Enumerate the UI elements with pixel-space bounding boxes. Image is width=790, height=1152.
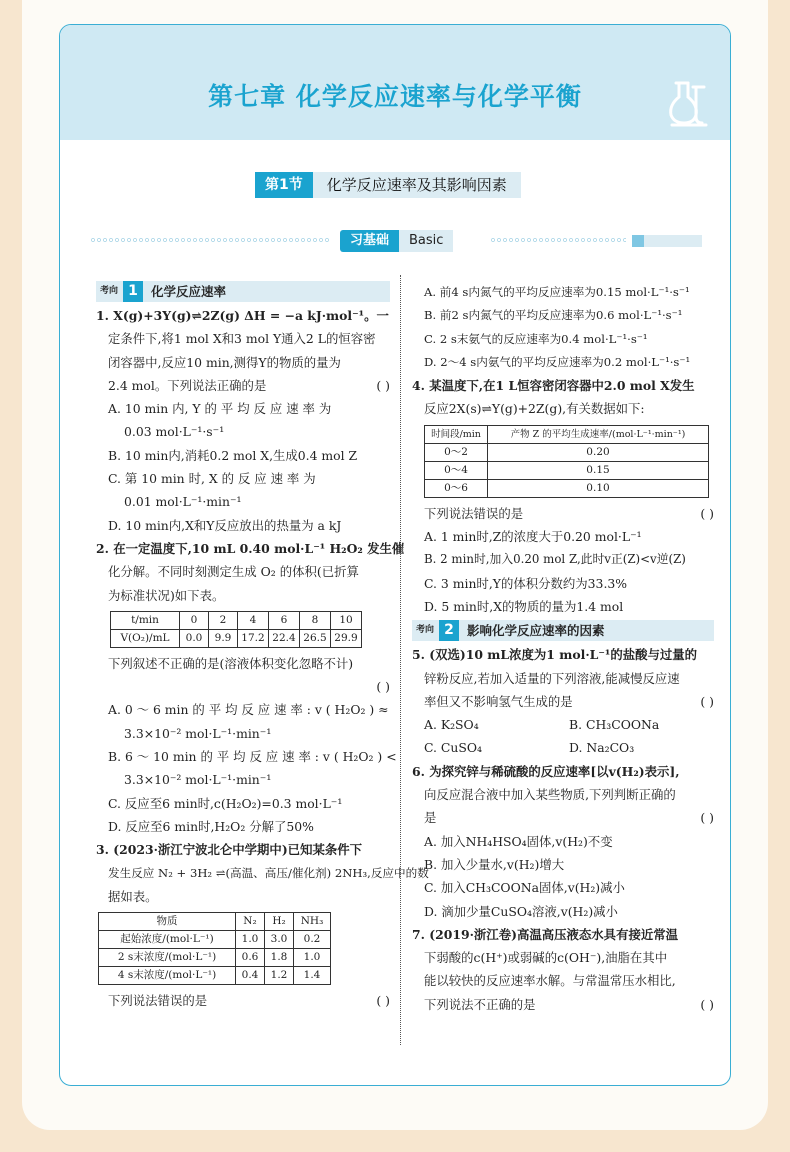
answer-blank: ( ): [376, 377, 390, 393]
q1-stem-text: 2.4 mol。下列说法正确的是: [108, 377, 267, 393]
q6-option-a: A. 加入NH₄HSO₄固体,v(H₂)不变: [424, 833, 613, 849]
q3-option-b: B. 前2 s内氮气的平均反应速率为0.6 mol·L⁻¹·s⁻¹: [424, 308, 683, 323]
q2-option-a-cont: 3.3×10⁻² mol·L⁻¹·min⁻¹: [124, 725, 272, 741]
q2-line: 化分解。不同时刻测定生成 O₂ 的体积(已折算: [108, 564, 359, 580]
q3-stem-text: 下列说法错误的是: [108, 993, 208, 1009]
table-cell: 3.0: [265, 931, 294, 949]
q4-option-c: C. 3 min时,Y的体积分数约为33.3%: [424, 575, 628, 591]
q1-option-a-cont: 0.03 mol·L⁻¹·s⁻¹: [124, 424, 225, 440]
table-cell: 0～6: [425, 479, 488, 497]
q3-line: 发生反应 N₂ + 3H₂ ⇌(高温、高压/催化剂) 2NH₃,反应中的数: [108, 865, 429, 880]
kaoxiang-label: 考向: [100, 285, 119, 296]
q4-option-b: B. 2 min时,加入0.20 mol Z,此时v正(Z)<v逆(Z): [424, 552, 686, 567]
q7-line: 7. (2019·浙江卷)高温高压液态水具有接近常温: [412, 926, 679, 942]
q3-option-d: D. 2～4 s内氨气的平均反应速率为0.2 mol·L⁻¹·s⁻¹: [424, 354, 691, 369]
table-cell: 0.15: [488, 461, 709, 479]
question-5: [412, 643, 714, 759]
chapter-banner: [60, 25, 730, 140]
q1-line: 1. X(g)+3Y(g)⇌2Z(g) ΔH = −a kJ·mol⁻¹。一: [96, 308, 389, 323]
section-title: 化学反应速率及其影响因素: [313, 172, 521, 198]
table-row: [99, 949, 331, 967]
q3-option-a: A. 前4 s内氮气的平均反应速率为0.15 mol·L⁻¹·s⁻¹: [424, 285, 690, 299]
question-1: [96, 304, 390, 537]
question-4: [412, 374, 714, 618]
answer-blank: ( ): [700, 996, 714, 1012]
kaoxiang-title: 影响化学反应速率的因素: [467, 623, 605, 639]
section-heading: [255, 172, 521, 198]
table-row: [425, 461, 709, 479]
q4-stem-end: [412, 502, 714, 525]
table-cell: 26.5: [300, 629, 331, 647]
q3-line: 据如表。: [108, 888, 158, 904]
q1-option-d: D. 10 min内,X和Y反应放出的热量为 a kJ: [108, 517, 342, 533]
table-header-row: [99, 913, 331, 931]
q4-line: 4. 某温度下,在1 L恒容密闭容器中2.0 mol X发生: [412, 378, 695, 394]
kaoxiang-title: 化学反应速率: [151, 283, 227, 299]
section-number: 第1节: [255, 172, 313, 198]
basic-tag-cn: 习基础: [340, 230, 399, 252]
q5-option-b: B. CH₃COONa: [569, 717, 660, 733]
table-cell: 17.2: [238, 629, 269, 647]
q5-options-row: [412, 736, 714, 759]
q6-option-b: B. 加入少量水,v(H₂)增大: [424, 856, 565, 872]
q4-line: 反应2X(s)⇌Y(g)+2Z(g),有关数据如下:: [424, 401, 645, 417]
q5-options-row: [412, 713, 714, 736]
table-cell: 1.8: [265, 949, 294, 967]
wavy-line-left: [90, 237, 330, 243]
answer-blank: ( ): [700, 810, 714, 826]
q5-option-c: C. CuSO₄: [424, 740, 482, 756]
chapter-title: 第七章 化学反应速率与化学平衡: [208, 82, 582, 111]
table-cell: 起始浓度/(mol·L⁻¹): [99, 931, 236, 949]
q5-stem-text: 率但又不影响氢气生成的是: [424, 693, 573, 709]
mini-tag-icon: [632, 235, 644, 247]
table-cell: 0: [180, 611, 209, 629]
table-cell: 0～2: [425, 443, 488, 461]
table-cell: 物质: [99, 913, 236, 931]
table-cell: N₂: [236, 913, 265, 931]
q6-line: 6. 为探究锌与稀硫酸的反应速率[以v(H₂)表示],: [412, 763, 680, 779]
q4-table: [424, 425, 709, 498]
q5-line: 锌粉反应,若加入适量的下列溶液,能减慢反应速: [424, 670, 680, 686]
table-cell: 产物 Z 的平均生成速率/(mol·L⁻¹·min⁻¹): [488, 425, 709, 443]
table-cell: 1.0: [236, 931, 265, 949]
kaoxiang-label: 考向: [416, 625, 435, 636]
table-header-row: [111, 611, 362, 629]
q3-option-c: C. 2 s末氨气的反应速率为0.4 mol·L⁻¹·s⁻¹: [424, 331, 648, 346]
table-cell: 4: [238, 611, 269, 629]
table-cell: 0.20: [488, 443, 709, 461]
q7-line: 能以较快的反应速率水解。与常温常压水相比,: [424, 973, 676, 989]
table-row: [99, 967, 331, 985]
kaoxiang-number: 1: [123, 281, 143, 302]
table-cell: 1.2: [265, 967, 294, 985]
basic-tag-en: Basic: [399, 230, 453, 252]
answer-blank: ( ): [700, 505, 714, 521]
q4-option-a: A. 1 min时,Z的浓度大于0.20 mol·L⁻¹: [424, 529, 642, 545]
table-cell: 1.0: [294, 949, 331, 967]
q2-option-d: D. 反应至6 min时,H₂O₂ 分解了50%: [108, 818, 314, 834]
q6-option-c: C. 加入CH₃COONa固体,v(H₂)减小: [424, 880, 625, 896]
q5-line: 5. (双选)10 mL浓度为1 mol·L⁻¹的盐酸与过量的: [412, 647, 698, 663]
table-cell: 0.0: [180, 629, 209, 647]
q2-line: 为标准状况)如下表。: [108, 587, 225, 603]
table-cell: 0.10: [488, 479, 709, 497]
table-cell: 1.4: [294, 967, 331, 985]
table-row: [111, 629, 362, 647]
table-cell: H₂: [265, 913, 294, 931]
basic-divider: [90, 230, 710, 252]
q1-line: 闭容器中,反应10 min,测得Y的物质的量为: [108, 354, 341, 370]
q6-stem-text: 是: [424, 810, 437, 826]
flask-icon: [666, 77, 710, 127]
q2-option-b-cont: 3.3×10⁻² mol·L⁻¹·min⁻¹: [124, 772, 272, 788]
q4-option-d: D. 5 min时,X的物质的量为1.4 mol: [424, 598, 624, 614]
table-cell: 2 s末浓度/(mol·L⁻¹): [99, 949, 236, 967]
table-cell: t/min: [111, 611, 180, 629]
table-cell: 29.9: [331, 629, 362, 647]
question-6: [412, 760, 714, 923]
kaoxiang-1-header: [96, 281, 390, 302]
q3-table: [98, 912, 331, 985]
table-cell: 时间段/min: [425, 425, 488, 443]
table-row: [99, 931, 331, 949]
table-cell: 0.2: [294, 931, 331, 949]
q1-option-a: A. 10 min 内, Y 的 平 均 反 应 速 率 为: [108, 401, 332, 417]
q5-option-d: D. Na₂CO₃: [569, 740, 635, 756]
q7-stem-end: [412, 993, 714, 1016]
table-cell: 2: [209, 611, 238, 629]
question-3: [96, 838, 429, 1012]
table-cell: 10: [331, 611, 362, 629]
q2-option-c: C. 反应至6 min时,c(H₂O₂)=0.3 mol·L⁻¹: [108, 795, 343, 811]
question-2: [96, 537, 405, 838]
left-column: [96, 281, 429, 1012]
table-header-row: [425, 425, 709, 443]
answer-blank: ( ): [376, 993, 390, 1009]
q6-line: 向反应混合液中加入某些物质,下列判断正确的: [424, 787, 676, 803]
question-3-options: [412, 281, 714, 374]
q1-option-b: B. 10 min内,消耗0.2 mol X,生成0.4 mol Z: [108, 447, 358, 463]
q6-stem-end: [412, 806, 714, 829]
q2-option-b: B. 6 ～ 10 min 的 平 均 反 应 速 率 : v ( H₂O₂ ) <: [108, 749, 397, 765]
q5-stem-end: [412, 690, 714, 713]
q5-option-a: A. K₂SO₄: [424, 717, 479, 733]
kaoxiang-2-header: [412, 620, 714, 641]
table-cell: 6: [269, 611, 300, 629]
q6-option-d: D. 滴加少量CuSO₄溶液,v(H₂)减小: [424, 903, 618, 919]
table-cell: 0.6: [236, 949, 265, 967]
table-cell: 0.4: [236, 967, 265, 985]
q1-stem-end: [96, 374, 390, 397]
q1-line: 定条件下,将1 mol X和3 mol Y通入2 L的恒容密: [108, 331, 376, 347]
q7-stem-text: 下列说法不正确的是: [424, 996, 536, 1012]
table-cell: 8: [300, 611, 331, 629]
q2-option-a: A. 0 ～ 6 min 的 平 均 反 应 速 率 : v ( H₂O₂ ) ≈: [108, 702, 389, 718]
q2-stem: 下列叙述不正确的是(溶液体积变化忽略不计): [108, 655, 354, 671]
kaoxiang-number: 2: [439, 620, 459, 641]
q2-line: 2. 在一定温度下,10 mL 0.40 mol·L⁻¹ H₂O₂ 发生催: [96, 540, 405, 556]
q3-stem-end: [96, 989, 390, 1012]
column-divider: [400, 275, 401, 1045]
question-7: [412, 923, 714, 1016]
basic-tag: [340, 230, 453, 252]
table-cell: 0～4: [425, 461, 488, 479]
q1-option-c: C. 第 10 min 时, X 的 反 应 速 率 为: [108, 471, 316, 487]
table-cell: 4 s末浓度/(mol·L⁻¹): [99, 967, 236, 985]
q2-table: [110, 611, 362, 648]
mini-tag: [632, 235, 702, 247]
table-row: [425, 443, 709, 461]
worksheet-card: [59, 24, 731, 1086]
answer-blank: ( ): [376, 679, 390, 695]
table-cell: V(O₂)/mL: [111, 629, 180, 647]
right-column: [412, 281, 714, 1016]
q4-stem-text: 下列说法错误的是: [424, 505, 524, 521]
q1-option-c-cont: 0.01 mol·L⁻¹·min⁻¹: [124, 494, 242, 510]
table-cell: NH₃: [294, 913, 331, 931]
q3-line: 3. (2023·浙江宁波北仑中学期中)已知某条件下: [96, 842, 363, 858]
q7-line: 下弱酸的c(H⁺)或弱碱的c(OH⁻),油脂在其中: [424, 950, 668, 966]
table-cell: 22.4: [269, 629, 300, 647]
wavy-line-right: [490, 237, 626, 243]
answer-blank: ( ): [700, 693, 714, 709]
table-row: [425, 479, 709, 497]
table-cell: 9.9: [209, 629, 238, 647]
